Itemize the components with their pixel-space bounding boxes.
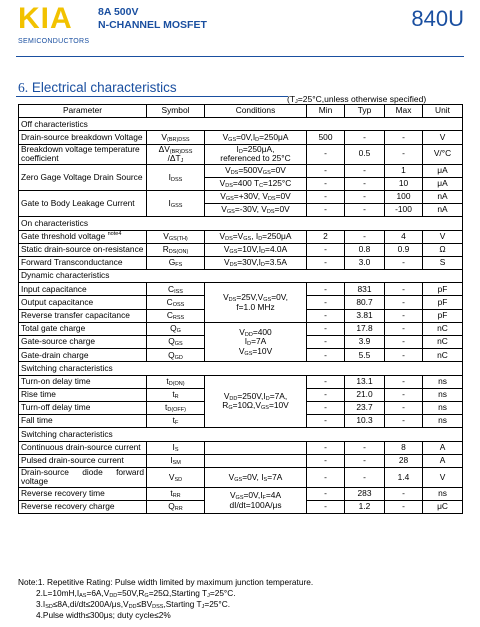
footnote-ref: note4: [107, 231, 122, 238]
min: -: [307, 144, 345, 164]
max: 0.9: [385, 243, 423, 256]
min: -: [307, 349, 345, 362]
max: 1: [385, 164, 423, 177]
typ: 3.0: [345, 256, 385, 269]
unit: S: [423, 256, 463, 269]
max: 10: [385, 177, 423, 190]
page-header: [0, 0, 480, 56]
typ: 0.5: [345, 144, 385, 164]
col-max: Max: [385, 105, 423, 118]
part-number: 840U: [411, 6, 464, 31]
param-is: Continuous drain-source current: [19, 441, 147, 454]
conditions: $V_{DS}=25V,V_{GS}=0V$, f=1.0 MHz: [205, 283, 307, 323]
min: -: [307, 401, 345, 414]
symbol: $R_{DS(ON)}$: [147, 243, 205, 256]
device-type: N-CHANNEL MOSFET: [98, 19, 207, 31]
group-on: On characteristics: [19, 217, 463, 230]
symbol: $I_{SM}$: [147, 454, 205, 467]
symbol: $I_{DSS}$: [147, 164, 205, 190]
typ: 17.8: [345, 322, 385, 335]
min: -: [307, 177, 345, 190]
unit: nC: [423, 336, 463, 349]
symbol: $V_{GS(TH)}$: [147, 230, 205, 243]
unit: A: [423, 441, 463, 454]
unit: V: [423, 230, 463, 243]
param-tdoff: Turn-off delay time: [19, 401, 147, 414]
section-title: [18, 80, 177, 96]
typ: 831: [345, 283, 385, 296]
max: -: [385, 131, 423, 144]
col-unit: Unit: [423, 105, 463, 118]
note-3: $3.I_{SD}\le 8A,di/dt\le 200A/\mu s,V_{DD}\le BV_{DSS},Starting$ $T_J=25^\circ C$.: [36, 599, 231, 610]
max: -: [385, 501, 423, 514]
typ: -: [345, 131, 385, 144]
max: -: [385, 296, 423, 309]
table-row: [19, 441, 463, 454]
param-vth: [19, 230, 147, 243]
param-qgd: Gate-drain charge: [19, 349, 147, 362]
param-rds: Static drain-source on-resistance: [19, 243, 147, 256]
max: 28: [385, 454, 423, 467]
min: -: [307, 322, 345, 335]
min: 2: [307, 230, 345, 243]
table-row: [19, 256, 463, 269]
min: 500: [307, 131, 345, 144]
param-tdon: Turn-on delay time: [19, 375, 147, 388]
min: -: [307, 243, 345, 256]
typ: -: [345, 164, 385, 177]
max: -: [385, 256, 423, 269]
typ: 80.7: [345, 296, 385, 309]
max: -100: [385, 204, 423, 217]
param-text: Gate threshold voltage: [21, 230, 106, 241]
unit: A: [423, 454, 463, 467]
table-header-row: [19, 105, 463, 118]
typ: -: [345, 177, 385, 190]
typ: -: [345, 204, 385, 217]
min: -: [307, 309, 345, 322]
condition-text: referenced to 25°C: [220, 153, 291, 164]
conditions: $I_D=250\mu A$, referenced to 25°C: [205, 144, 307, 164]
param-igss: Gate to Body Leakage Current: [19, 190, 147, 216]
max: -: [385, 309, 423, 322]
unit: nC: [423, 349, 463, 362]
conditions: $V_{GS}=0V,I_F=4A$ dI/dt=100A/μs: [205, 487, 307, 513]
table-row: [19, 131, 463, 144]
conditions: $V_{DS}=V_{GS}$, $I_D=250\mu A$: [205, 230, 307, 243]
typ: 21.0: [345, 388, 385, 401]
min: -: [307, 415, 345, 428]
typ: 0.8: [345, 243, 385, 256]
group-dynamic: Dynamic characteristics: [19, 270, 463, 283]
typ: -: [345, 454, 385, 467]
param-gfs: Forward Transconductance: [19, 256, 147, 269]
min: -: [307, 501, 345, 514]
symbol: $Q_G$: [147, 322, 205, 335]
table-row: [19, 487, 463, 500]
typ: 23.7: [345, 401, 385, 414]
note-2: $2.L=10mH,I_{AS}=6A,V_{DD}=50V,R_G=25\Omega,Starting$ $T_J=25^\circ C$.: [36, 588, 236, 599]
table-row: [19, 190, 463, 203]
symbol: $t_{RR}$: [147, 487, 205, 500]
symbol: $Q_{RR}$: [147, 501, 205, 514]
symbol: $C_{ISS}$: [147, 283, 205, 296]
typ: 1.2: [345, 501, 385, 514]
col-min: Min: [307, 105, 345, 118]
min: -: [307, 467, 345, 487]
param-qg: Total gate charge: [19, 322, 147, 335]
unit: pF: [423, 283, 463, 296]
min: -: [307, 454, 345, 467]
table-row: [19, 322, 463, 335]
min: -: [307, 375, 345, 388]
param-crss: Reverse transfer capacitance: [19, 309, 147, 322]
param-bvdss: Drain-source breakdown Voltage: [19, 131, 147, 144]
table-row: [19, 164, 463, 177]
conditions: $V_{DS}=500V_{GS}=0V$: [205, 164, 307, 177]
unit: nC: [423, 322, 463, 335]
max: -: [385, 283, 423, 296]
min: -: [307, 336, 345, 349]
symbol: $V_{SD}$: [147, 467, 205, 487]
conditions: $V_{GS}=+30V$, $V_{DS}=0V$: [205, 190, 307, 203]
symbol: $V_{(BR)DSS}$: [147, 131, 205, 144]
conditions: $V_{GS}=10V,I_D=4.0A$: [205, 243, 307, 256]
max: 8: [385, 441, 423, 454]
note-1: Note:1. Repetitive Rating: Pulse width limited by maximum junction temperature.: [18, 577, 314, 587]
unit: ns: [423, 388, 463, 401]
param-ciss: Input capacitance: [19, 283, 147, 296]
param-dbv: Breakdown voltage temperature coefficient: [19, 144, 147, 164]
unit: μA: [423, 177, 463, 190]
table-row: [19, 375, 463, 388]
unit: nA: [423, 190, 463, 203]
table-row: [19, 144, 463, 164]
conditions: $V_{GS}=-30V$, $V_{DS}=0V$: [205, 204, 307, 217]
min: -: [307, 256, 345, 269]
min: -: [307, 296, 345, 309]
typ: 10.3: [345, 415, 385, 428]
max: -: [385, 349, 423, 362]
conditions: $V_{GS}=0V$, $I_S=7A$: [205, 467, 307, 487]
unit: ns: [423, 487, 463, 500]
electrical-characteristics-table: [18, 104, 463, 514]
conditions: $V_{DS}=400$ $T_C=125^\circ C$: [205, 177, 307, 190]
conditions: [205, 454, 307, 467]
typ: 283: [345, 487, 385, 500]
unit: V: [423, 131, 463, 144]
symbol: $I_S$: [147, 441, 205, 454]
group-switching-2: Switching characteristics: [19, 428, 463, 441]
unit: V/°C: [423, 144, 463, 164]
typ: -: [345, 467, 385, 487]
min: -: [307, 190, 345, 203]
condition-text: f=1.0 MHz: [236, 301, 275, 312]
unit: ns: [423, 401, 463, 414]
symbol: $Q_{GS}$: [147, 336, 205, 349]
table-row: [19, 243, 463, 256]
col-parameter: Parameter: [19, 105, 147, 118]
max: -: [385, 415, 423, 428]
unit: pF: [423, 296, 463, 309]
symbol: $C_{RSS}$: [147, 309, 205, 322]
section-title-text: Electrical characteristics: [31, 80, 177, 95]
min: -: [307, 441, 345, 454]
conditions: $V_{DD}=400$ $I_D=7A$ $V_{GS}=10V$: [205, 322, 307, 362]
max: -: [385, 388, 423, 401]
logo-subtitle: SEMICONDUCTORS: [18, 38, 90, 45]
unit: μC: [423, 501, 463, 514]
min: -: [307, 283, 345, 296]
group-off: Off characteristics: [19, 118, 463, 131]
group-switching: Switching characteristics: [19, 362, 463, 375]
symbol: $C_{OSS}$: [147, 296, 205, 309]
max: 100: [385, 190, 423, 203]
min: -: [307, 487, 345, 500]
col-conditions: Conditions: [205, 105, 307, 118]
typ: -: [345, 190, 385, 203]
section-divider: [16, 96, 288, 97]
max: -: [385, 375, 423, 388]
min: -: [307, 388, 345, 401]
param-ism: Pulsed drain-source current: [19, 454, 147, 467]
min: -: [307, 204, 345, 217]
param-idss: Zero Gage Voltage Drain Source: [19, 164, 147, 190]
condition-text: dI/dt=100A/μs: [229, 499, 282, 510]
conditions: $V_{GS}=0V,I_D=250\mu A$: [205, 131, 307, 144]
unit: nA: [423, 204, 463, 217]
spec-rating: 8A 500V: [98, 6, 139, 18]
test-condition-note: ($T_J=25^\circ C,unless$ otherwise specified): [287, 94, 427, 105]
symbol: $G_{FS}$: [147, 256, 205, 269]
unit: pF: [423, 309, 463, 322]
typ: -: [345, 230, 385, 243]
typ: -: [345, 441, 385, 454]
unit: ns: [423, 415, 463, 428]
unit: ns: [423, 375, 463, 388]
typ: 5.5: [345, 349, 385, 362]
company-logo: KIA: [18, 2, 73, 35]
max: -: [385, 401, 423, 414]
col-typ: Typ: [345, 105, 385, 118]
symbol: $t_R$: [147, 388, 205, 401]
footnotes: [18, 577, 313, 621]
max: -: [385, 322, 423, 335]
typ: 3.81: [345, 309, 385, 322]
typ: 13.1: [345, 375, 385, 388]
symbol: $t_{D(ON)}$: [147, 375, 205, 388]
symbol: $t_F$: [147, 415, 205, 428]
param-tr: Rise time: [19, 388, 147, 401]
max: -: [385, 144, 423, 164]
param-qgs: Gate-source charge: [19, 336, 147, 349]
symbol: $\Delta V_{(BR)DSS}$ $/\Delta T_J$: [147, 144, 205, 164]
col-symbol: Symbol: [147, 105, 205, 118]
table-row: [19, 230, 463, 243]
note-4: 4.Pulse width≤300μs; duty cycle≤2%: [36, 610, 171, 620]
typ: 3.9: [345, 336, 385, 349]
max: 1.4: [385, 467, 423, 487]
max: -: [385, 336, 423, 349]
table-row: [19, 454, 463, 467]
param-vsd: Drain-source diode forward voltage: [19, 467, 147, 487]
param-qrr: Reverse recovery charge: [19, 501, 147, 514]
max: -: [385, 487, 423, 500]
symbol: $I_{GSS}$: [147, 190, 205, 216]
param-trr: Reverse recovery time: [19, 487, 147, 500]
conditions: $V_{DD}=250V,I_D=7A$, $R_G=10\Omega,V_{GS}=10V$: [205, 375, 307, 428]
section-number: 6.: [18, 80, 29, 95]
unit: μA: [423, 164, 463, 177]
conditions: [205, 441, 307, 454]
conditions: $V_{DS}=30V,I_D=3.5A$: [205, 256, 307, 269]
table-row: [19, 283, 463, 296]
table-row: [19, 467, 463, 487]
param-tf: Fall time: [19, 415, 147, 428]
unit: Ω: [423, 243, 463, 256]
min: -: [307, 164, 345, 177]
param-coss: Output capacitance: [19, 296, 147, 309]
header-divider: [16, 56, 464, 57]
max: 4: [385, 230, 423, 243]
symbol: $Q_{GD}$: [147, 349, 205, 362]
symbol: $t_{D(OFF)}$: [147, 401, 205, 414]
unit: V: [423, 467, 463, 487]
